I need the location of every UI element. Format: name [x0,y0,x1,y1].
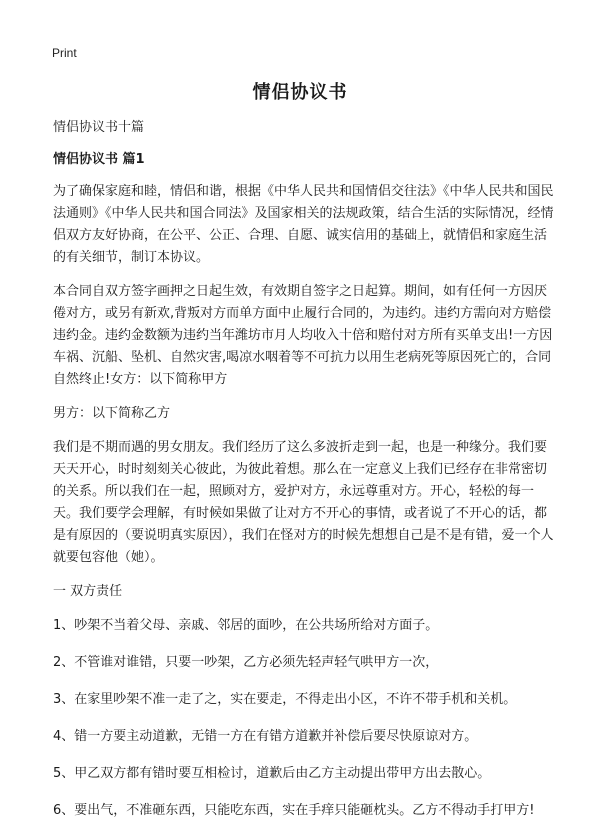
paragraph-intro: 为了确保家庭和睦，情侣和谐，根据《中华人民共和国情侣交往法》《中华人民共和国民法通则》《中华人民共和国合同法》及国家相关的法规政策，结合生活的实际情况，经情侣双方友好协商，在公平、公正、合理、自愿、诚实信用的基础上，就情侣和家庭生活的有关细节，制订本协议。 [53,184,554,265]
list-item: 4、错一方要主动道歉，无错一方在有错方道歉并补偿后要尽快原谅对方。 [53,729,478,744]
section-heading: 情侣协议书 篇1 [53,152,145,167]
document-title: 情侣协议书 [252,82,348,103]
print-link[interactable]: Print [52,46,77,60]
document-body [53,117,558,837]
paragraph-responsibilities-heading: 一 双方责任 [53,584,123,599]
paragraph-contract-terms: 本合同自双方签字画押之日起生效，有效期自签字之日起算。期间，如有任何一方因厌倦对方，或另有新欢,背叛对方而单方面中止履行合同的，为违约。违约方需向对方赔偿违约金。违约金数额为违约当年潍坊市月人均收入十倍和赔付对方所有买单支出!一方因车祸、沉船、坠机、自然灾害,喝凉水咽着等不可抗力以用生老病死等原因死亡的，合同自然终止!女方：以下简称甲方 [53,284,553,387]
list-item: 5、甲乙双方都有错时要互相检讨，道歉后由乙方主动提出带甲方出去散心。 [53,766,491,781]
document-subtitle: 情侣协议书十篇 [53,120,145,135]
list-item: 2、不管谁对谁错，只要一吵架，乙方必须先轻声轻气哄甲方一次， [53,655,439,670]
list-item: 1、吵架不当着父母、亲戚、邻居的面吵，在公共场所给对方面子。 [53,618,439,633]
list-item: 3、在家里吵架不准一走了之，实在要走，不得走出小区，不许不带手机和关机。 [53,692,517,707]
list-item: 6、要出气，不准砸东西，只能吃东西，实在手痒只能砸枕头。乙方不得动手打甲方! [53,803,535,818]
paragraph-relationship: 我们是不期而遇的男女朋友。我们经历了这么多波折走到一起，也是一种缘分。我们要天天开心，时时刻刻关心彼此，为彼此着想。那么在一定意义上我们已经存在非常密切的关系。所以我们在一起，照顾对方，爱护对方，永远尊重对方。开心，轻松的每一天。我们要学会理解，有时候如果做了让对方不开心的事情，或者说了不开心的话，都是有原因的（要说明真实原因），我们在怪对方的时候先想想自己是不是有错，爱一个人就要包容他（她）。 [53,440,554,565]
paragraph-male-party: 男方：以下简称乙方 [53,406,171,421]
